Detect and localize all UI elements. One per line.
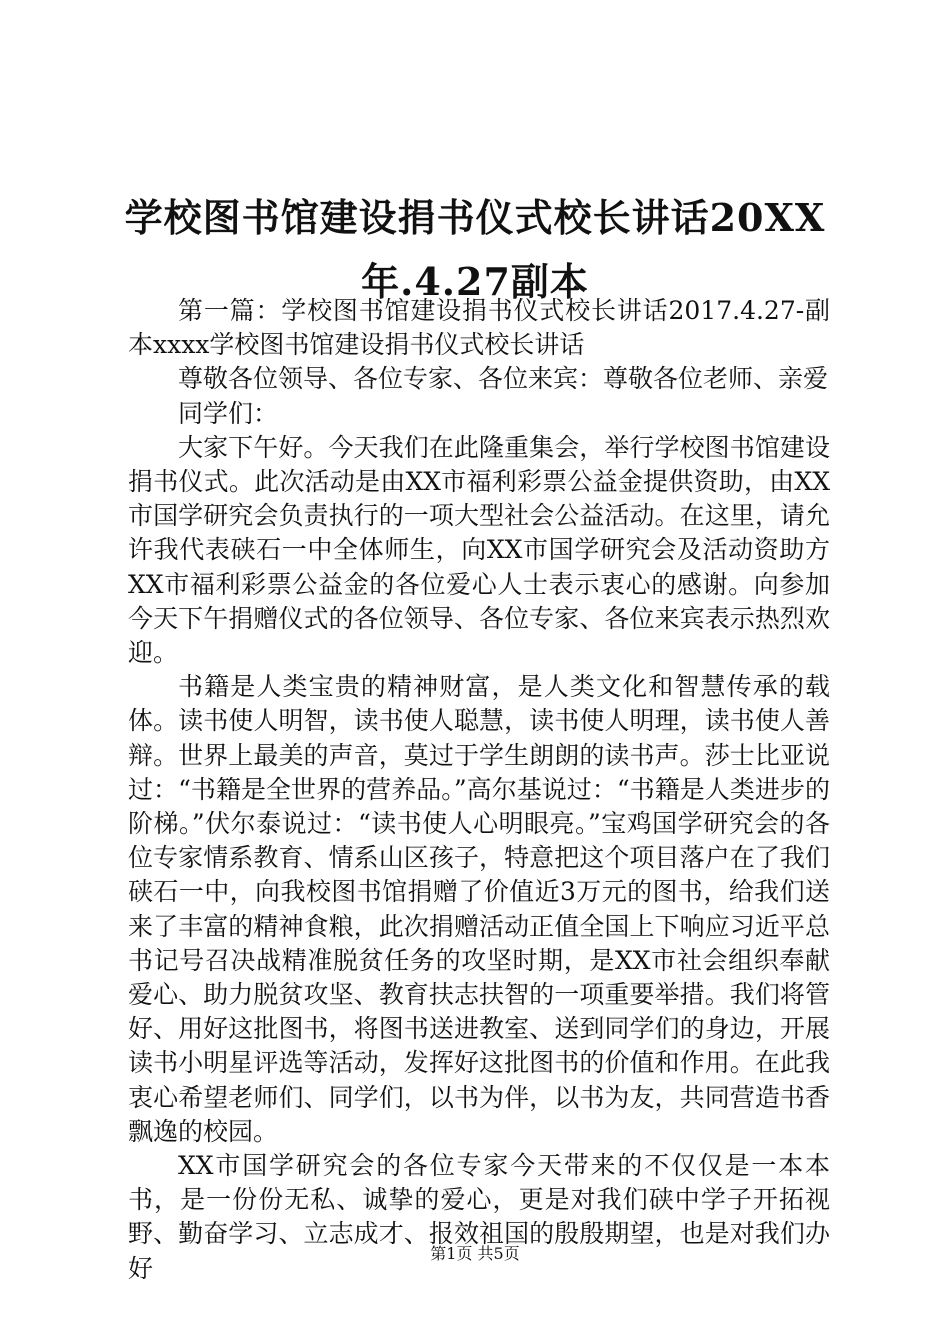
page-footer: 第1页 共5页 bbox=[430, 1244, 520, 1263]
paragraph-experts: XX市国学研究会的各位专家今天带来的不仅仅是一本本书，是一份份无私、诚挚的爱心，更是对我们硖中学子开拓视野、勤奋学习、立志成才、报效祖国的殷殷期望，也是对我们办好 bbox=[128, 1151, 830, 1283]
paragraph-welcome: 大家下午好。今天我们在此隆重集会，举行学校图书馆建设捐书仪式。此次活动是由XX市福利彩票公益金提供资助，由XX市国学研究会负责执行的一项大型社会公益活动。在这里，请允许我代表硖石一中全体师生，向XX市国学研究会及活动资助方XX市福利彩票公益金的各位爱心人士表示衷心的感谢。向参加今天下午捐赠仪式的各位领导、各位专家、各位来宾表示热烈欢迎。 bbox=[128, 432, 830, 668]
paragraph-salutation: 同学们： bbox=[178, 398, 279, 428]
paragraph-books: 书籍是人类宝贵的精神财富，是人类文化和智慧传承的载体。读书使人明智，读书使人聪慧，读书使人明理，读书使人善辩。世界上最美的声音，莫过于学生朗朗的读书声。莎士比亚说过：“书籍是全世界的营养品。”高尔基说过：“书籍是人类进步的阶梯。”伏尔泰说过：“读书使人心明眼亮。”宝鸡国学研究会的各位专家情系教育、情系山区孩子，特意把这个项目落户在了我们硖石一中，向我校图书馆捐赠了价值近3万元的图书，给我们送来了丰富的精神食粮，此次捐赠活动正值全国上下响应习近平总书记号召决战精准脱贫任务的攻坚时期，是XX市社会组织奉献爱心、助力脱贫攻坚、教育扶志扶智的一项重要举措。我们将管好、用好这批图书，将图书送进教室、送到同学们的身边，开展读书小明星评选等活动，发挥好这批图书的价值和作用。在此我衷心希望老师们、同学们，以书为伴，以书为友，共同营造书香飘逸的校园。 bbox=[128, 672, 830, 1146]
title-line-1: 学校图书馆建设捐书仪式校长讲话20XX bbox=[124, 195, 826, 240]
paragraph-heading: 第一篇：学校图书馆建设捐书仪式校长讲话2017.4.27-副本xxxx学校图书馆建设捐书仪式校长讲话 bbox=[128, 296, 830, 360]
title-line-2: 年.4.27副本 bbox=[361, 259, 589, 304]
paragraph-greeting: 尊敬各位领导、各位专家、各位来宾：尊敬各位老师、亲爱 bbox=[178, 364, 829, 394]
document-body bbox=[128, 294, 830, 1286]
